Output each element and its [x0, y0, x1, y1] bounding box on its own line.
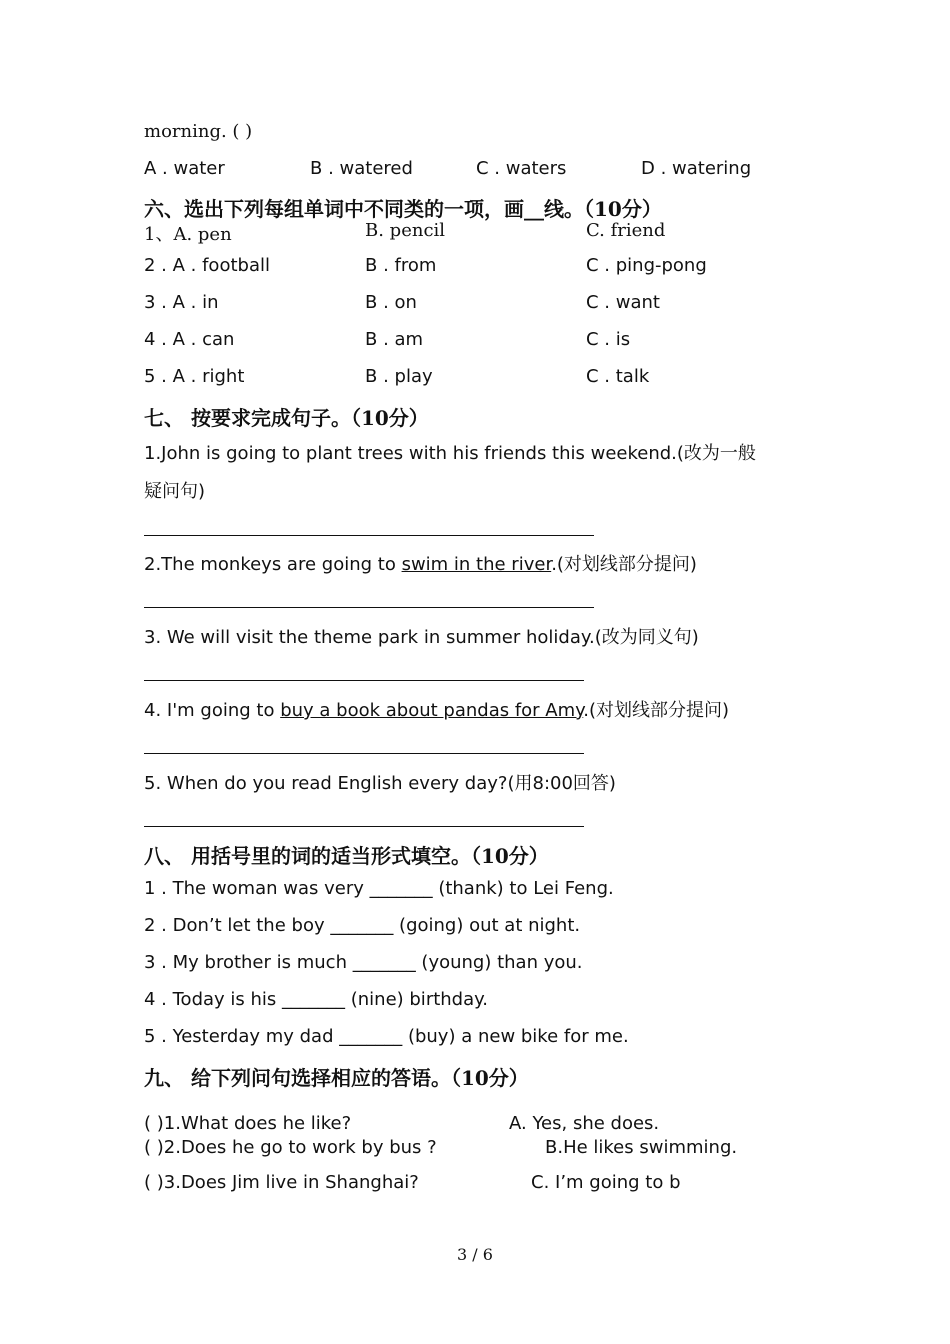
- s9-answer-c: C. I’m going to b: [531, 1172, 681, 1193]
- s7-q2-prefix: 2.The monkeys are going to: [144, 554, 402, 575]
- s7-question-1-line2: 疑问句): [144, 481, 206, 502]
- s8-item-3: 3 . My brother is much _______ (young) than you.: [144, 952, 583, 973]
- option-a: A . water: [144, 158, 225, 179]
- s6-row4-c: C . is: [586, 329, 631, 350]
- s8-item-5: 5 . Yesterday my dad _______ (buy) a new bike for me.: [144, 1026, 629, 1047]
- s6-row5-b: B . play: [365, 366, 433, 387]
- s6-row4-b: B . am: [365, 329, 424, 350]
- s8-item-4: 4 . Today is his _______ (nine) birthday.: [144, 989, 488, 1010]
- answer-line-4[interactable]: [144, 753, 584, 754]
- s9-question-2: ( )2.Does he go to work by bus ?: [144, 1137, 437, 1158]
- s7-question-1-line1: 1.John is going to plant trees with his friends this weekend.(改为一般: [144, 443, 756, 464]
- s9-question-3: ( )3.Does Jim live in Shanghai?: [144, 1172, 419, 1193]
- section-six-title: 六、选出下列每组单词中不同类的一项，画__线。（10分）: [144, 197, 662, 221]
- s7-q2-suffix: .(对划线部分提问): [551, 554, 697, 575]
- s9-answer-a: A. Yes, she does.: [509, 1113, 660, 1134]
- s6-row2-c: C . ping-pong: [586, 255, 707, 276]
- s6-row5-c: C . talk: [586, 366, 650, 387]
- s7-q4-underlined: buy a book about pandas for Amy: [280, 700, 584, 721]
- s6-row3-c: C . want: [586, 292, 660, 313]
- s9-answer-b: B.He likes swimming.: [545, 1137, 738, 1158]
- s8-item-2: 2 . Don’t let the boy _______ (going) out at night.: [144, 915, 581, 936]
- option-b: B . watered: [310, 158, 413, 179]
- answer-line-3[interactable]: [144, 680, 584, 681]
- s7-q4-prefix: 4. I'm going to: [144, 700, 281, 721]
- page-number: 3 / 6: [457, 1245, 493, 1264]
- answer-line-5[interactable]: [144, 826, 584, 827]
- section-nine-title: 九、 给下列问句选择相应的答语。（10分）: [144, 1066, 529, 1090]
- s6-row3-b: B . on: [365, 292, 417, 313]
- s6-row2-b: B . from: [365, 255, 437, 276]
- s9-question-1: ( )1.What does he like?: [144, 1113, 352, 1134]
- section-seven-title: 七、 按要求完成句子。（10分）: [144, 406, 429, 430]
- s7-q4-suffix: .(对划线部分提问): [583, 700, 730, 721]
- answer-line-1[interactable]: [144, 535, 594, 536]
- s7-question-3: 3. We will visit the theme park in summer holiday.(改为同义句): [144, 627, 699, 648]
- s6-row5-a: 5 . A . right: [144, 366, 245, 387]
- section-eight-title: 八、 用括号里的词的适当形式填空。（10分）: [144, 844, 549, 868]
- option-c: C . waters: [476, 158, 567, 179]
- s6-row1-c: C. friend: [586, 220, 666, 241]
- question-continuation: morning. ( ): [144, 121, 253, 142]
- s6-row2-a: 2 . A . football: [144, 255, 270, 276]
- s6-row1-b: B. pencil: [365, 220, 446, 241]
- s6-row1-a: 1、A. pen: [144, 224, 232, 245]
- s7-question-4: [144, 696, 729, 722]
- s6-row4-a: 4 . A . can: [144, 329, 235, 350]
- s6-row3-a: 3 . A . in: [144, 292, 219, 313]
- s7-question-2: [144, 550, 697, 576]
- option-d: D . watering: [641, 158, 752, 179]
- s7-question-5: 5. When do you read English every day?(用8:00回答): [144, 773, 616, 794]
- s8-item-1: 1 . The woman was very _______ (thank) to Lei Feng.: [144, 878, 614, 899]
- s7-q2-underlined: swim in the river: [401, 554, 552, 575]
- answer-line-2[interactable]: [144, 607, 594, 608]
